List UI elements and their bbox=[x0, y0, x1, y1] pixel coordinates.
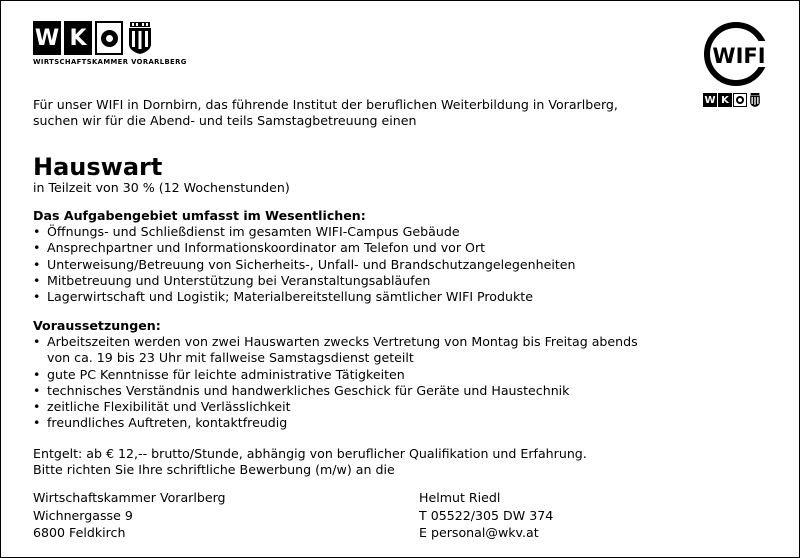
intro-paragraph bbox=[33, 97, 733, 130]
job-title: Hauswart bbox=[33, 152, 163, 181]
list-item: • gute PC Kenntnisse für leichte administrative Tätigkeiten bbox=[33, 367, 733, 383]
contact-email: E personal@wkv.at bbox=[419, 525, 539, 540]
list-item-line-1: • Arbeitszeiten werden von zwei Hauswarten zwecks Vertretung von Montag bis Freitag abends bbox=[47, 333, 638, 349]
list-item: • freundliches Auftreten, kontaktfreudig bbox=[33, 415, 733, 431]
wko-letter-o bbox=[95, 21, 123, 55]
requirements-list bbox=[33, 334, 733, 432]
wifi-wko-letter-k: K bbox=[718, 93, 732, 107]
contact-person bbox=[419, 489, 553, 542]
wifi-mark-icon bbox=[703, 21, 769, 87]
wko-logo-subtitle: WIRTSCHAFTSKAMMER VORARLBERG bbox=[33, 58, 187, 66]
contact-phone: T 05522/305 DW 374 bbox=[419, 507, 554, 523]
list-item: • Ansprechpartner und Informationskoordinator am Telefon und vor Ort bbox=[33, 240, 733, 256]
tasks-heading: Das Aufgabengebiet umfasst im Wesentlichen: bbox=[33, 207, 366, 223]
contact-city: 6800 Feldkirch bbox=[33, 525, 126, 540]
list-item: • technisches Verständnis und handwerkliches Geschick für Geräte und Haustechnik bbox=[33, 383, 733, 399]
contact-street: Wichnergasse 9 bbox=[33, 507, 133, 523]
contact-name: Helmut Riedl bbox=[419, 490, 501, 505]
wifi-wko-letter-w: W bbox=[704, 94, 716, 106]
intro-line-2: suchen wir für die Abend- und teils Samstagbetreuung einen bbox=[33, 113, 417, 129]
wifi-logo-text: WIFI bbox=[712, 44, 766, 68]
requirements-heading: Voraussetzungen: bbox=[33, 317, 161, 333]
ad-content bbox=[33, 97, 733, 478]
list-item-line-2: von ca. 19 bis 23 Uhr mit fallweise Samstagsdienst geteilt bbox=[47, 350, 414, 366]
list-item: • Mitbetreuung und Unterstützung bei Veranstaltungsabläufen bbox=[33, 273, 733, 289]
wifi-logo bbox=[703, 21, 769, 107]
wko-logo bbox=[33, 21, 187, 66]
list-item bbox=[33, 334, 733, 367]
coat-of-arms-icon bbox=[126, 21, 154, 55]
job-subtitle: in Teilzeit von 30 % (12 Wochenstunden) bbox=[33, 179, 290, 195]
list-item: • Öffnungs- und Schließdienst im gesamten WIFI-Campus Gebäude bbox=[33, 224, 733, 240]
tasks-list bbox=[33, 224, 733, 305]
contact-address bbox=[33, 489, 226, 542]
salary-text: Entgelt: ab € 12,-- brutto/Stunde, abhängig von beruflicher Qualifikation und Erfahrung. bbox=[33, 445, 587, 461]
wifi-wko-letter-o bbox=[733, 93, 747, 107]
apply-text: Bitte richten Sie Ihre schriftliche Bewerbung (m/w) an die bbox=[33, 462, 395, 478]
wko-letter-w: W bbox=[33, 21, 61, 55]
coat-of-arms-small-icon bbox=[748, 93, 762, 107]
contact-org: Wirtschaftskammer Vorarlberg bbox=[33, 490, 226, 505]
intro-line-1: Für unser WIFI in Dornbirn, das führende Institut der beruflichen Weiterbildung in Vorarlberg, bbox=[33, 97, 618, 112]
list-item: • zeitliche Flexibilität und Verlässlichkeit bbox=[33, 399, 733, 415]
list-item: • Unterweisung/Betreuung von Sicherheits-, Unfall- und Brandschutzangelegenheiten bbox=[33, 257, 733, 273]
wko-letter-k: K bbox=[64, 21, 92, 55]
list-item: • Lagerwirtschaft und Logistik; Materialbereitstellung sämtlicher WIFI Produkte bbox=[33, 289, 733, 305]
